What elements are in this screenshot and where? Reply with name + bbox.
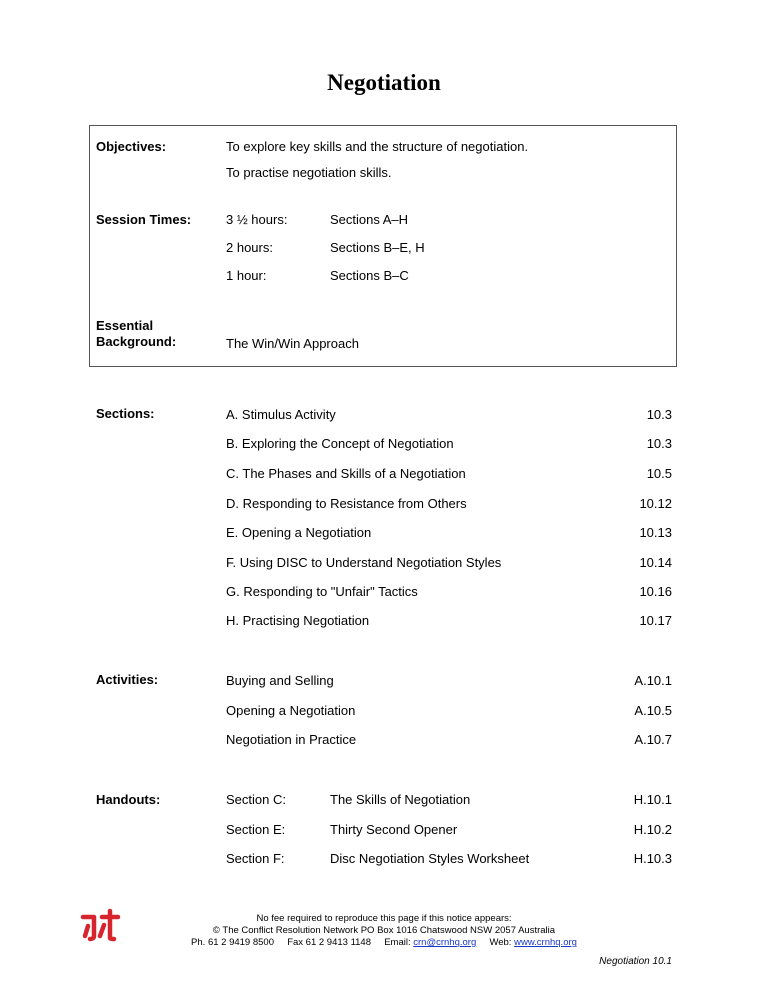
section-item: H. Practising Negotiation <box>226 613 370 628</box>
activity-item: Buying and Selling <box>226 673 334 688</box>
essential-label-line1: Essential <box>96 318 154 333</box>
section-page: 10.3 <box>646 407 672 422</box>
section-page: 10.14 <box>639 555 672 570</box>
session-sections: Sections B–E, H <box>330 240 425 255</box>
activity-page: A.10.1 <box>634 673 672 688</box>
handout-page: H.10.1 <box>633 792 672 807</box>
footer-line-1: No fee required to reproduce this page if this notice appears: <box>256 913 512 924</box>
handout-item: Disc Negotiation Styles Worksheet <box>330 851 530 866</box>
section-page: 10.16 <box>639 584 672 599</box>
section-item: C. The Phases and Skills of a Negotiation <box>226 466 466 481</box>
session-sections: Sections A–H <box>330 212 409 227</box>
section-item: A. Stimulus Activity <box>226 407 336 422</box>
email-link[interactable]: crn@crnhq.org <box>413 937 477 948</box>
session-duration: 3 ½ hours: <box>226 212 288 227</box>
activity-page: A.10.5 <box>634 703 672 718</box>
activity-page: A.10.7 <box>634 732 672 747</box>
page-title: Negotiation <box>327 70 441 95</box>
handout-item: Thirty Second Opener <box>330 822 458 837</box>
activity-item: Opening a Negotiation <box>226 703 356 718</box>
footer-email-label: Email: <box>384 937 411 948</box>
handout-item: The Skills of Negotiation <box>330 792 471 807</box>
activities-label: Activities: <box>96 672 159 687</box>
section-item: E. Opening a Negotiation <box>226 525 372 540</box>
footer-phone: Ph. 61 2 9419 8500 <box>191 937 274 948</box>
session-sections: Sections B–C <box>330 268 409 283</box>
objective-item: To explore key skills and the structure of negotiation. <box>226 139 529 154</box>
activity-item: Negotiation in Practice <box>226 732 357 747</box>
sections-label: Sections: <box>96 406 155 421</box>
page-number: Negotiation 10.1 <box>599 956 672 967</box>
session-times-label: Session Times: <box>96 212 192 227</box>
handout-section: Section E: <box>226 822 286 837</box>
web-link[interactable]: www.crnhq.org <box>514 937 577 948</box>
objective-item: To practise negotiation skills. <box>226 165 392 180</box>
section-page: 10.17 <box>639 613 672 628</box>
footer-contact <box>0 937 768 949</box>
handout-page: H.10.2 <box>633 822 672 837</box>
section-item: F. Using DISC to Understand Negotiation Styles <box>226 555 502 570</box>
footer-web-label: Web: <box>489 937 512 948</box>
handout-page: H.10.3 <box>633 851 672 866</box>
section-item: D. Responding to Resistance from Others <box>226 496 467 511</box>
section-item: B. Exploring the Concept of Negotiation <box>226 436 454 451</box>
handout-section: Section F: <box>226 851 285 866</box>
section-page: 10.5 <box>646 466 672 481</box>
section-page: 10.3 <box>646 436 672 451</box>
session-duration: 2 hours: <box>226 240 273 255</box>
section-item: G. Responding to "Unfair" Tactics <box>226 584 418 599</box>
handout-section: Section C: <box>226 792 286 807</box>
session-duration: 1 hour: <box>226 268 267 283</box>
essential-label-line2: Background: <box>96 334 177 349</box>
footer-fax: Fax 61 2 9413 1148 <box>287 937 371 948</box>
section-page: 10.13 <box>639 525 672 540</box>
essential-background-value: The Win/Win Approach <box>226 336 359 351</box>
section-page: 10.12 <box>639 496 672 511</box>
handouts-label: Handouts: <box>96 792 161 807</box>
objectives-label: Objectives: <box>96 139 167 154</box>
footer-notice <box>0 913 768 949</box>
footer-line-2: © The Conflict Resolution Network PO Box 1016 Chatswood NSW 2057 Australia <box>212 925 556 936</box>
